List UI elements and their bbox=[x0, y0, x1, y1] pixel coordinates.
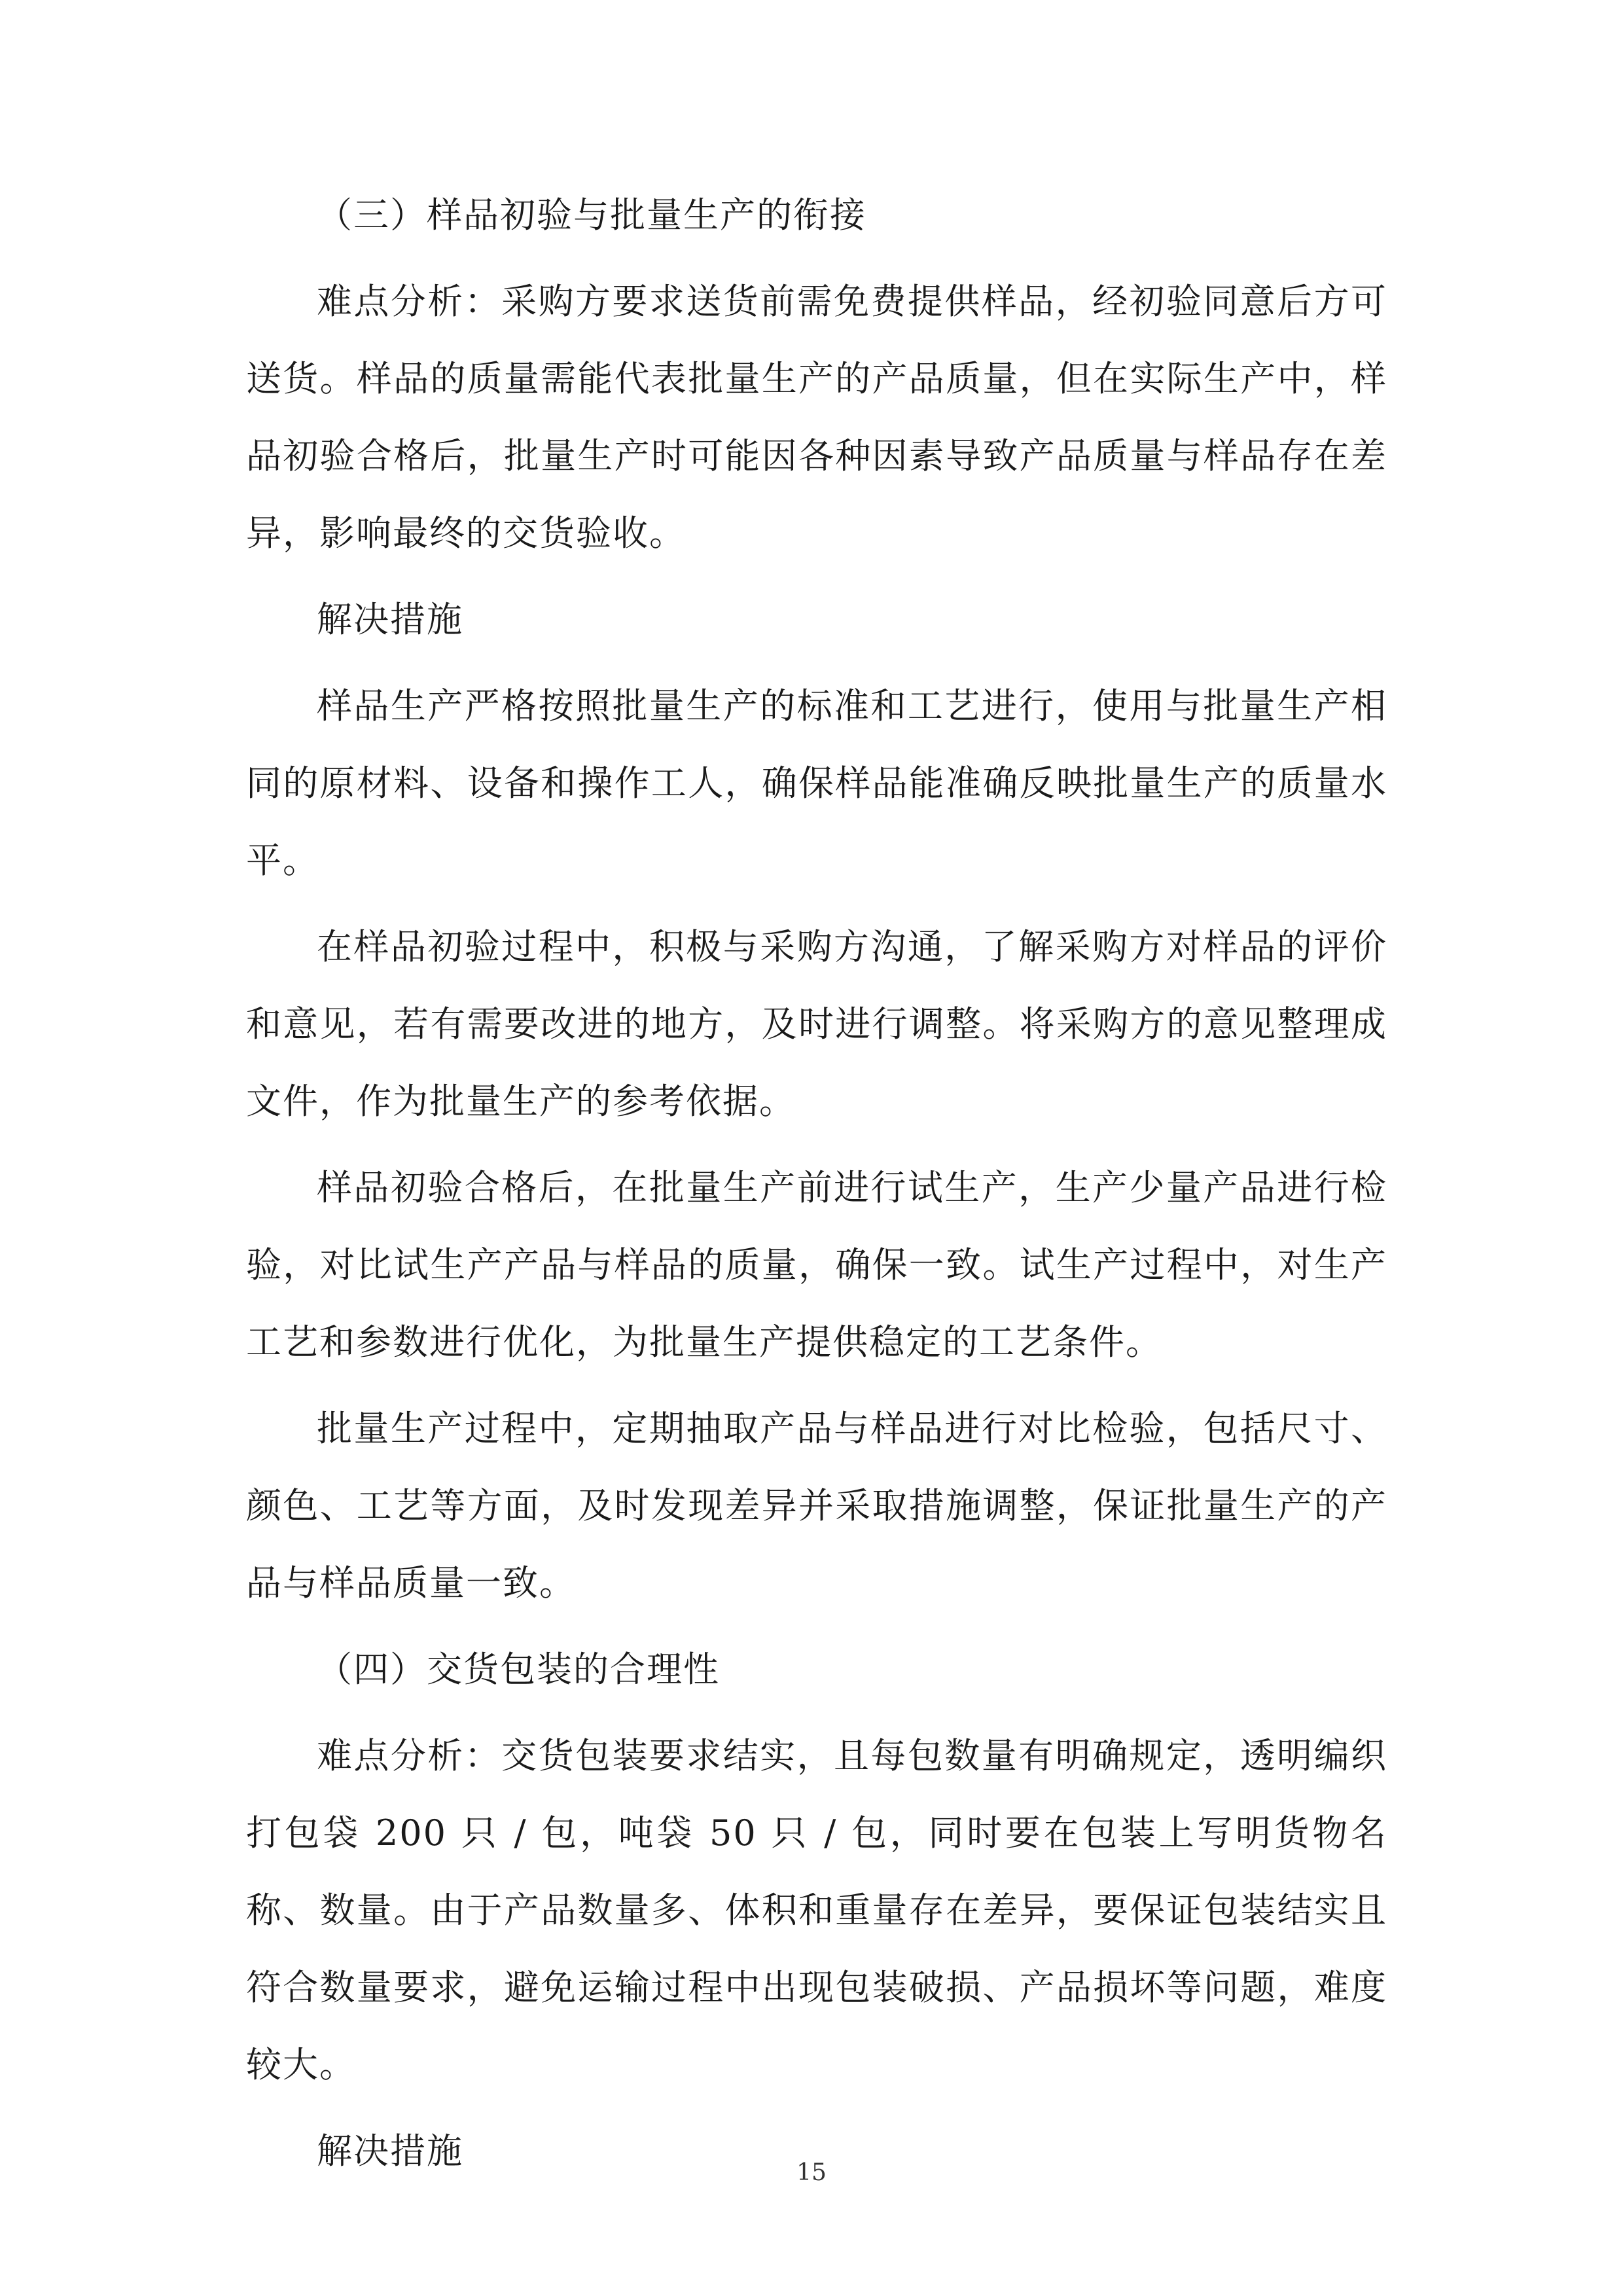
solution-heading-packaging: 解决措施 bbox=[317, 2130, 463, 2172]
packaging-analysis-paragraph: 难点分析：交货包装要求结实，且每包数量有明确规定，透明编织打包袋 200 只 / 包，吨袋 50 只 / 包，同时要在包装上写明货物名称、数量。由于产品数量多、体积和重量存在差异，要保证包装结实且符合数量要求，避免运输过程中出现包装破损、产品损坏等问题，难度较大。 bbox=[246, 1735, 1387, 2085]
section-heading-packaging: （四）交货包装的合理性 bbox=[317, 1649, 720, 1690]
solution-heading: 解决措施 bbox=[317, 599, 463, 640]
solution-paragraph-3: 样品初验合格后，在批量生产前进行试生产，生产少量产品进行检验，对比试生产产品与样品的质量，确保一致。试生产过程中，对生产工艺和参数进行优化，为批量生产提供稳定的工艺条件。 bbox=[246, 1167, 1387, 1363]
solution-paragraph-2: 在样品初验过程中，积极与采购方沟通，了解采购方对样品的评价和意见，若有需要改进的地方，及时进行调整。将采购方的意见整理成文件，作为批量生产的参考依据。 bbox=[246, 926, 1387, 1122]
solution-paragraph-1: 样品生产严格按照批量生产的标准和工艺进行，使用与批量生产相同的原材料、设备和操作工人，确保样品能准确反映批量生产的质量水平。 bbox=[246, 685, 1387, 881]
difficulty-analysis-paragraph: 难点分析：采购方要求送货前需免费提供样品，经初验同意后方可送货。样品的质量需能代表批量生产的产品质量，但在实际生产中，样品初验合格后，批量生产时可能因各种因素导致产品质量与样品存在差异，影响最终的交货验收。 bbox=[246, 281, 1387, 554]
solution-paragraph-4: 批量生产过程中，定期抽取产品与样品进行对比检验，包括尺寸、颜色、工艺等方面，及时发现差异并采取措施调整，保证批量生产的产品与样品质量一致。 bbox=[246, 1408, 1387, 1604]
document-body bbox=[246, 177, 1387, 2199]
section-heading-samples: （三）样品初验与批量生产的衔接 bbox=[317, 194, 866, 236]
page-number: 15 bbox=[796, 2159, 827, 2186]
